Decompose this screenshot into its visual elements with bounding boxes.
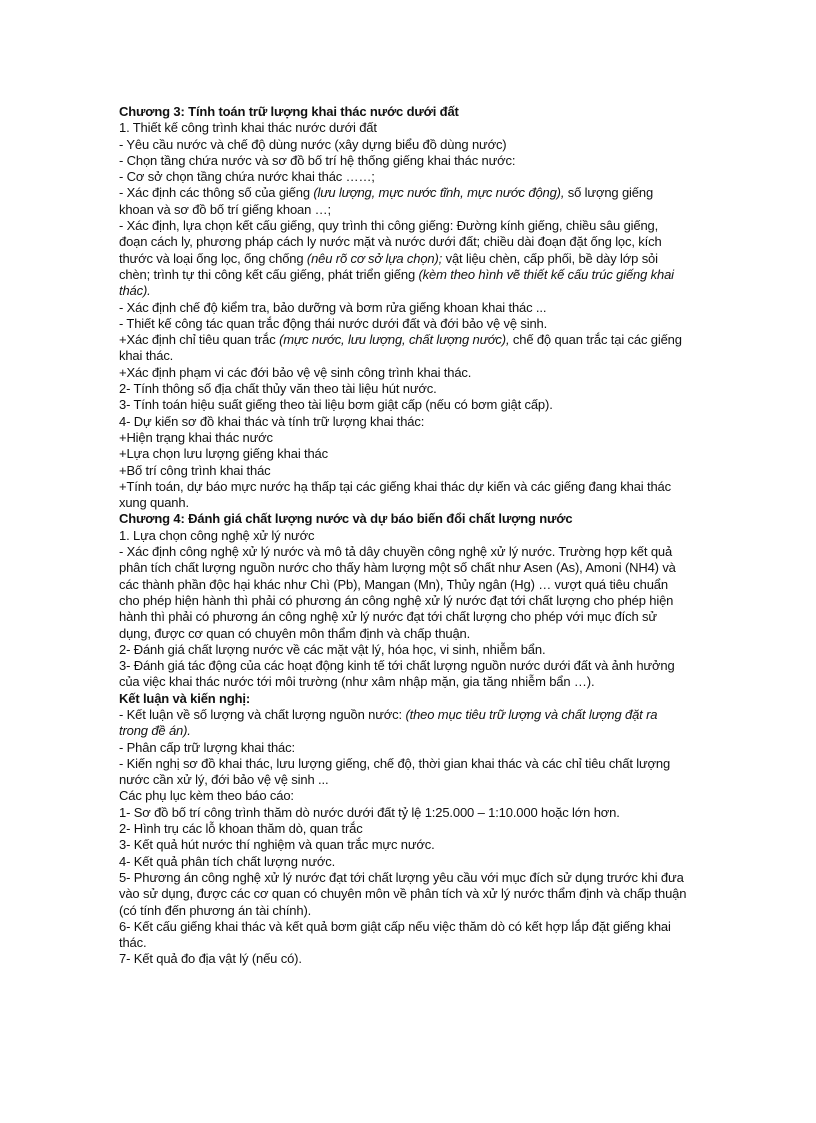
paragraph [119,788,689,804]
paragraph [119,854,689,870]
text-run: - Chọn tầng chứa nước và sơ đồ bố trí hệ thống giếng khai thác nước: [119,152,516,168]
chapter-4-content [119,528,689,691]
text-run: - Xác định, lựa chọn kết cấu giếng, quy trình thi công giếng: Đường kính giếng, chiều sâu giếng, đoạn cách ly, phương pháp cách ly nước mặt và nước dưới đất; chiều dài đoạn đặt ống lọc, kích thước và loại ống lọc, ống chống [119,218,662,266]
paragraph [119,365,689,381]
paragraph [119,169,689,185]
paragraph [119,218,689,299]
paragraph [119,528,689,544]
text-run: chế độ quan trắc tại các giếng khai thác. [119,332,682,364]
paragraph [119,300,689,316]
paragraph [119,805,689,821]
conclusion-heading: Kết luận và kiến nghị: [119,690,251,706]
paragraph [119,658,689,691]
paragraph [119,642,689,658]
paragraph [119,951,689,967]
paragraph [119,381,689,397]
paragraph [119,479,689,512]
paragraph [119,463,689,479]
text-run: 5- Phương án công nghệ xử lý nước đạt tới chất lượng yêu cầu với mục đích sử dụng trước khi đưa vào sử dụng, được các cơ quan có chuyên môn về phân tích và xử lý nước thẩm định và chấp thuận (có tính đến phương án tài chính). [119,869,687,918]
paragraph [119,120,689,136]
text-run: +Tính toán, dự báo mực nước hạ thấp tại các giếng khai thác dự kiến và các giếng đang khai thác xung quanh. [119,478,671,511]
paragraph [119,544,689,642]
text-run: +Xác định phạm vi các đới bảo vệ vệ sinh công trình khai thác. [119,364,472,380]
text-run: 1- Sơ đồ bố trí công trình thăm dò nước dưới đất tỷ lệ 1:25.000 – 1:10.000 hoặc lớn hơn. [119,804,620,820]
italic-run: (nêu rõ cơ sở lựa chọn); [306,250,443,266]
text-run: 4- Dự kiến sơ đồ khai thác và tính trữ lượng khai thác: [119,413,425,429]
paragraph [119,870,689,919]
text-run: - Thiết kế công tác quan trắc động thái nước dưới đất và đới bảo vệ vệ sinh. [119,315,548,331]
text-run: 7- Kết quả đo địa vật lý (nếu có). [119,951,302,967]
paragraph [119,137,689,153]
text-run: +Xác định chỉ tiêu quan trắc [119,332,280,348]
paragraph [119,316,689,332]
text-run: - Kết luận về số lượng và chất lượng nguồn nước: [119,706,406,722]
text-run: - Kiến nghị sơ đồ khai thác, lưu lượng giếng, chế độ, thời gian khai thác và các chỉ tiêu chất lượng nước cần xử lý, đới bảo vệ vệ sinh ... [119,755,671,788]
text-run: 1. Thiết kế công trình khai thác nước dưới đất [119,120,377,136]
paragraph [119,821,689,837]
paragraph [119,919,689,952]
text-run: +Lựa chọn lưu lượng giếng khai thác [119,446,328,462]
text-run: - Phân cấp trữ lượng khai thác: [119,739,295,755]
paragraph [119,837,689,853]
paragraph [119,153,689,169]
text-run: số lượng giếng khoan và sơ đồ bố trí giếng khoan …; [119,185,654,217]
paragraph [119,397,689,413]
paragraph [119,707,689,740]
text-run: +Bố trí công trình khai thác [119,462,271,478]
text-run: 3- Tính toán hiệu suất giếng theo tài liệu bơm giật cấp (nếu có bơm giật cấp). [119,397,553,413]
text-run: - Cơ sở chọn tầng chứa nước khai thác ……; [119,169,375,185]
italic-run: (kèm theo hình vẽ thiết kế cấu trúc giếng khai thác). [119,266,674,299]
text-run: 3- Kết quả hút nước thí nghiệm và quan trắc mực nước. [119,837,435,853]
text-run: 1. Lựa chọn công nghệ xử lý nước [119,527,315,543]
italic-run: (mực nước, lưu lượng, chất lượng nước), [279,332,510,348]
text-run: +Hiện trạng khai thác nước [119,429,273,445]
document-body [119,104,689,968]
italic-run: (theo mục tiêu trữ lượng và chất lượng đặt ra trong đề án). [119,706,658,739]
text-run: 3- Đánh giá tác động của các hoạt động kinh tế tới chất lượng nguồn nước dưới đất và ảnh hưởng của việc khai thác nước tới môi trường (như xâm nhập mặn, gia tăng nhiễm bẩn …). [119,658,675,690]
text-run: vật liệu chèn, cấp phối, bề dày lớp sỏi chèn; trình tự thi công kết cấu giếng, phát triển giếng [119,250,658,282]
text-run: 2- Đánh giá chất lượng nước về các mặt vật lý, hóa học, vi sinh, nhiễm bẩn. [119,641,546,657]
text-run: 2- Hình trụ các lỗ khoan thăm dò, quan trắc [119,821,363,837]
italic-run: (lưu lượng, mực nước tĩnh, mực nước động), [313,185,565,201]
chapter-3-content [119,120,689,511]
paragraph [119,332,689,365]
text-run: Các phụ lục kèm theo báo cáo: [119,788,294,804]
chapter-4-heading: Chương 4: Đánh giá chất lượng nước và dự báo biến đổi chất lượng nước [119,511,573,527]
paragraph [119,414,689,430]
text-run: - Xác định chế độ kiểm tra, bảo dưỡng và bơm rửa giếng khoan khai thác ... [119,299,547,315]
text-run: 6- Kết cấu giếng khai thác và kết quả bơm giật cấp nếu việc thăm dò có kết hợp lắp đặt giếng khai thác. [119,918,671,951]
text-run: - Yêu cầu nước và chế độ dùng nước (xây dựng biểu đồ dùng nước) [119,136,507,152]
paragraph [119,185,689,218]
paragraph [119,756,689,789]
paragraph [119,740,689,756]
text-run: - Xác định các thông số của giếng [119,185,314,201]
text-run: 4- Kết quả phân tích chất lượng nước. [119,853,336,869]
chapter-3-heading: Chương 3: Tính toán trữ lượng khai thác nước dưới đất [119,104,459,119]
paragraph [119,430,689,446]
text-run: 2- Tính thông số địa chất thủy văn theo tài liệu hút nước. [119,381,437,397]
conclusion-content [119,707,689,968]
paragraph [119,446,689,462]
text-run: - Xác định công nghệ xử lý nước và mô tả dây chuyền công nghệ xử lý nước. Trường hợp kết quả phân tích chất lượng nguồn nước cho thấy hàm lượng một số chất như Asen (As), Amoni (NH4) và các thành phần độc hại khác như Chì (Pb), Mangan (Mn), Thủy ngân (Hg) … vượt quá tiêu chuẩn cho phép hiện hành thì phải có phương án công nghệ xử lý nước đạt tới chất lượng cho phép hiện hành thì phải có phương án công nghệ xử lý nước đạt tới chất lượng cho phép với mục đích sử dụng, được cơ quan có chuyên môn thẩm định và chấp thuận. [119,544,676,641]
